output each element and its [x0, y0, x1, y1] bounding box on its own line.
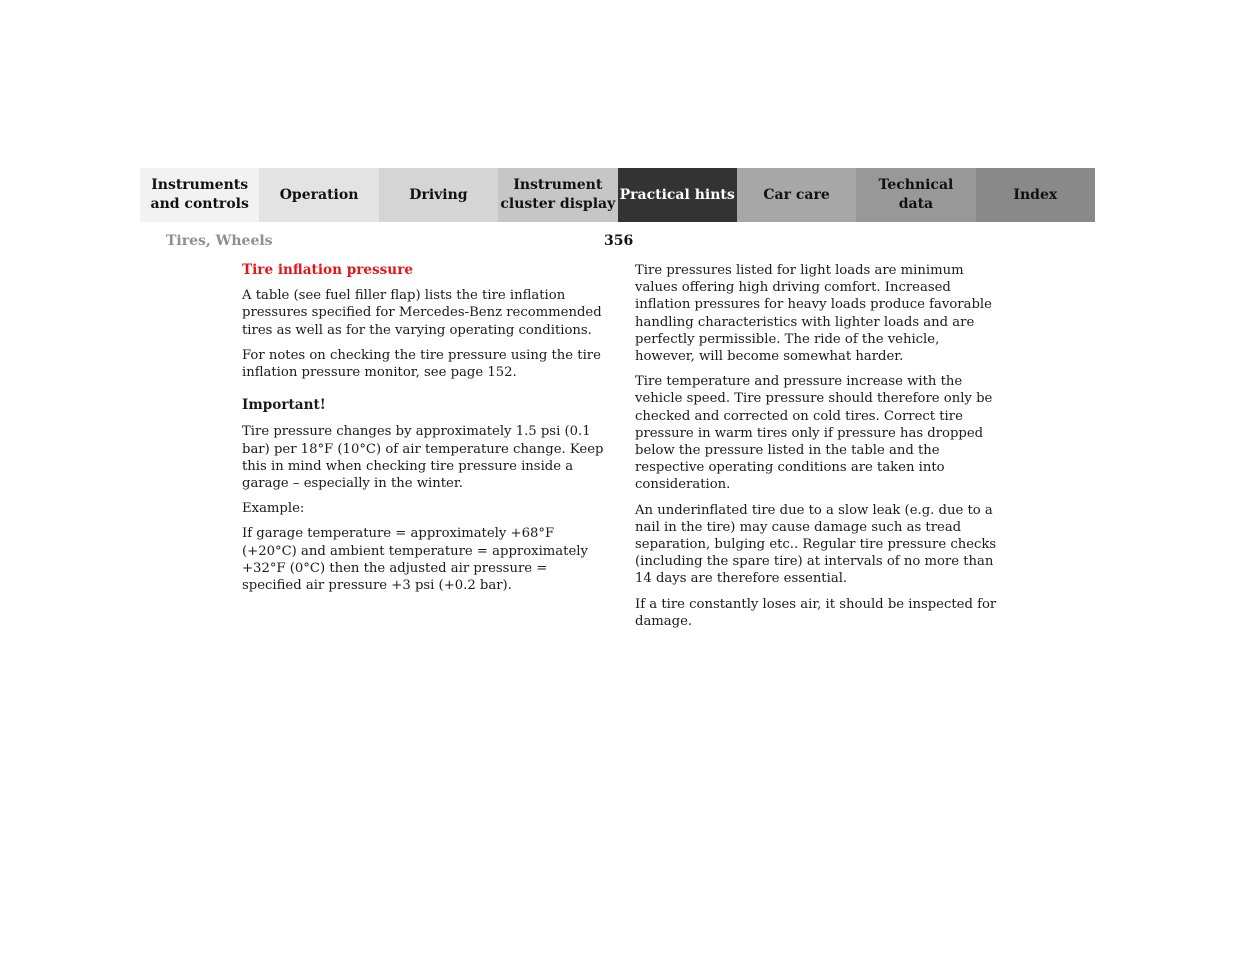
- tab-driving[interactable]: Driving: [379, 168, 498, 222]
- left-column: [242, 262, 607, 602]
- tab-instrument-cluster-display[interactable]: Instrument cluster display: [498, 168, 617, 222]
- important-label: Important!: [242, 397, 326, 414]
- paragraph-example-label: Example:: [242, 501, 305, 517]
- section-title: Tires, Wheels: [166, 233, 273, 249]
- tab-operation[interactable]: Operation: [259, 168, 378, 222]
- paragraph-table-info: A table (see fuel filler flap) lists the tire inflation pressures specified for Mercedes-Benz recommended tires as well as for the varying operating conditions.: [242, 288, 602, 338]
- paragraph-pressure-change: Tire pressure changes by approximately 1.5 psi (0.1 bar) per 18°F (10°C) of air temperature change. Keep this in mind when checking tire pressure inside a garage – especially in the winter.: [242, 424, 604, 492]
- tab-practical-hints[interactable]: Practical hints: [618, 168, 737, 222]
- tire-inflation-pressure-heading: Tire inflation pressure: [242, 262, 414, 278]
- paragraph-temperature: Tire temperature and pressure increase with the vehicle speed. Tire pressure should therefore only be checked and corrected on cold tires. Correct tire pressure in warm tires only if pressure has dropped below the pressure listed in the table and the respective operating conditions are taken into consideration.: [635, 374, 993, 493]
- tab-index[interactable]: Index: [976, 168, 1095, 222]
- tab-car-care[interactable]: Car care: [737, 168, 856, 222]
- tab-instruments-and-controls[interactable]: Instruments and controls: [140, 168, 259, 222]
- page-number: 356: [604, 233, 634, 249]
- paragraph-example: If garage temperature = approximately +68°F (+20°C) and ambient temperature = approximately +32°F (0°C) then the adjusted air pressure = specified air pressure +3 psi (+0.2 bar).: [242, 526, 588, 594]
- tab-technical-data[interactable]: Technical data: [856, 168, 975, 222]
- right-column: [635, 262, 1000, 638]
- chapter-navigation: [140, 168, 1095, 222]
- paragraph-underinflated: An underinflated tire due to a slow leak (e.g. due to a nail in the tire) may cause damage such as tread separation, bulging etc.. Regular tire pressure checks (including the spare tire) at intervals of no more than 14 days are therefore essential.: [635, 502, 997, 587]
- paragraph-loses-air: If a tire constantly loses air, it should be inspected for damage.: [635, 596, 997, 629]
- paragraph-monitor-note: For notes on checking the tire pressure using the tire inflation pressure monitor, see page 152.: [242, 347, 601, 381]
- paragraph-light-loads: Tire pressures listed for light loads are minimum values offering high driving comfort. Increased inflation pressures for heavy loads produce favorable handling characteristics with lighter loads and are perfectly permissible. The ride of the vehicle, however, will become somewhat harder.: [635, 263, 992, 365]
